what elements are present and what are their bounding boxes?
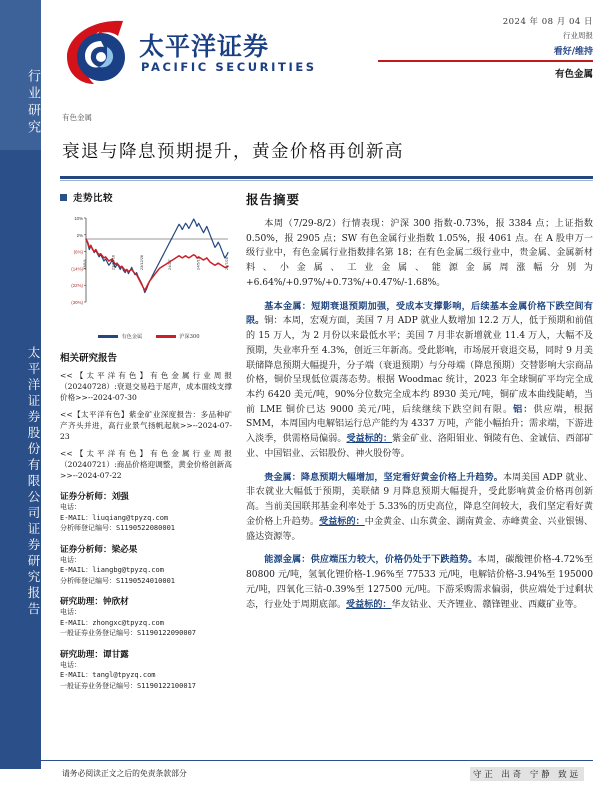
industry-name: 有色金属 — [554, 69, 593, 81]
document-header — [41, 0, 612, 104]
svg-text:24/7/28: 24/7/28 — [224, 257, 229, 271]
precious-metals-beneficiaries-label: 受益标的： — [319, 515, 365, 527]
base-metals-beneficiaries: 紫金矿业、洛阳钼业、铜陵有色、金诚信、西部矿业、中国铝业、云铝股份、神火股份等。 — [246, 434, 593, 459]
precious-metals-lead: 贵金属：降息预期大幅增加，坚定看好黄金价格上升趋势。 — [264, 471, 503, 483]
abstract-paragraph-base-metals — [246, 300, 593, 462]
related-report-item[interactable]: <<【太平洋有色】紫金矿业深度报告：多品种矿产齐头并进，高行业景气扬帆起航>>--2024-07-23 — [60, 410, 232, 441]
analyst-block — [60, 648, 232, 692]
page-title: 衰退与降息预期提升，黄金价格再创新高 — [62, 142, 404, 162]
legend-swatch-1 — [156, 335, 176, 337]
analyst-phone: 电话： — [60, 503, 81, 511]
svg-text:24/5/18: 24/5/18 — [195, 257, 201, 271]
svg-text:23/8/4: 23/8/4 — [82, 259, 87, 271]
aluminum-lead: 铝： — [513, 403, 534, 415]
energy-metals-lead: 能源金属：供应端压力较大，价格仍处于下跌趋势。 — [264, 554, 478, 566]
brand-name-cn: 太平洋证券 — [139, 32, 270, 61]
base-metals-beneficiaries-label: 受益标的： — [346, 433, 393, 445]
pacific-securities-logo-icon — [61, 17, 133, 87]
base-metals-lead: 基本金属：短期衰退预期加强，受成本支撑影响，后续基本金属价格下跌空间有限。 — [246, 300, 593, 327]
chart-section-title: 走势比较 — [73, 193, 114, 204]
legend-swatch-0 — [98, 335, 118, 337]
abstract-paragraph-energy-metals — [246, 553, 593, 612]
analyst-registration: 一般证券业务登记编号：S1190122090007 — [60, 629, 197, 637]
footer-disclaimer: 请务必阅读正文之后的免责条款部分 — [62, 769, 187, 778]
related-report-item[interactable]: <<【太平洋有色】有色金属行业周报（20240728）:衰退交易趋于尾声，成本面线支撑价格>>--2024-07-30 — [60, 371, 232, 402]
svg-text:(14%): (14%) — [71, 266, 83, 272]
rail-foot-gap — [0, 769, 41, 792]
analyst-phone: 电话： — [60, 608, 81, 616]
trend-chart-svg — [60, 210, 232, 328]
analyst-phone: 电话： — [60, 660, 81, 669]
footer-slogan: 守正 出奇 宁静 致远 — [470, 767, 584, 781]
base-metals-body: 铜：本周，宏观方面，美国 7 月 ADP 就业人数增加 12.2 万人，低于预期和前值的 15 万人，为 2 月份以来最低水平；美国 7 月非农新增就业 11.4 万人，大幅不及预期，失业率升至 4.3%，创近三年新高。受此影响，市场展开衰退交易，同时 9 月美联储降息预期大幅提升，分子端（衰退预期）与分母端（降息预期）交替影响大宗商品价格，铜价呈现低位震荡态势。根据 Woodmac 统计，2023 年全球铜矿平均完全成本约 6420 美元/吨，90%分位数完全成本约 8930 美元/吨，铜矿成本曲线陡峭，当前 LME 铜价已达 9000 美元/吨，后续继续下跌空间有限。 — [246, 316, 593, 415]
analyst-email: E-MAIL：tangl@tpyzq.com — [60, 671, 156, 679]
rail-label-industry-research: 行业研究 — [25, 68, 40, 137]
abstract-paragraph-market: 本周（7/29-8/2）行情表现：沪深 300 指数-0.73%，报 3384 点；上证指数 0.50%，报 2905 点；SW 有色金属行业指数 1.05%，报 4061 点。在 A 股申万一级行业中，有色金属行业指数排名第 18；在有色金属二级行业中，贵金属、金属新材料、小金属、工业金属、能源金属周涨幅分别为+6.64%/+0.97%/+0.73%/+0.47%/-1.68%。 — [246, 219, 593, 288]
left-rail — [0, 0, 41, 792]
analyst-block — [60, 543, 232, 587]
legend-label-0: 有色金属 — [121, 334, 143, 340]
legend-item-0 — [98, 333, 142, 340]
header-meta — [378, 15, 593, 80]
svg-text:2%: 2% — [76, 232, 83, 238]
energy-metals-body: 本周，碳酸锂价格-4.72%至 80800 元/吨，氢氧化锂价格-1.96%至 77533 元/吨，电解钴价格-3.94%至 195000 元/吨，四氧化三钴-0.39%至 127500 元/吨。下游采购需求偏弱，供应端处于过剩状态，行业处于周期底部。 — [246, 555, 593, 610]
analyst-phone: 电话： — [60, 555, 81, 564]
analyst-name: 研究助理：钟欣材 — [60, 597, 129, 607]
svg-text:(6%): (6%) — [73, 249, 83, 255]
svg-text:23/10/16: 23/10/16 — [110, 254, 116, 271]
chart-section-header — [60, 190, 232, 204]
brand-logo — [61, 17, 321, 87]
precious-metals-body: 本周美国 ADP 就业、非农就业大幅低于预期，美联储 9 月降息预期大幅提升，受此影响黄金价格再创新高。当前美国联邦基金利率处于 5.33%的历史高位，降息空间较大，我们坚定看好黄金价格上升趋势。 — [246, 472, 593, 527]
related-report-item[interactable]: <<【太平洋有色】有色金属行业周报（20240721）:商品价格迎调整，黄金价格创新高>>--2024-07-22 — [60, 449, 232, 480]
svg-text:(30%): (30%) — [71, 300, 83, 305]
analyst-block — [60, 595, 232, 639]
aluminum-body: 供应端，根据 SMM，本周国内电解铝运行总产能约为 4337 万吨，产能小幅抬升；需求端，下游进入淡季，供需格局偏弱。 — [246, 404, 593, 445]
analyst-name: 研究助理：谭甘露 — [60, 649, 129, 660]
analyst-registration: 分析师登记编号：S1190522080001 — [60, 524, 176, 532]
report-date: 2024 年 08 月 04 日 — [502, 17, 593, 27]
abstract-paragraph-precious-metals — [246, 471, 593, 545]
precious-metals-beneficiaries: 中金黄金、山东黄金、湖南黄金、赤峰黄金、兴业银锡、盛达资源等。 — [246, 516, 593, 542]
analyst-email: E-MAIL：zhongxc@tpyzq.com — [60, 618, 164, 627]
square-bullet-icon — [60, 194, 67, 201]
legend-item-1 — [156, 333, 199, 340]
title-divider-thin — [60, 180, 593, 181]
energy-metals-beneficiaries: 华友钴业、天齐锂业、赣锋锂业、西藏矿业等。 — [391, 599, 583, 610]
svg-text:24/3/7: 24/3/7 — [167, 259, 173, 271]
left-column — [60, 190, 232, 691]
analyst-registration: 一般证券业务登记编号：S1190122100017 — [60, 681, 197, 690]
analyst-email: E-MAIL：liuqiang@tpyzq.com — [60, 513, 169, 522]
chart-legend — [74, 333, 224, 340]
analyst-name: 证券分析师：刘强 — [60, 492, 129, 502]
right-column — [246, 190, 593, 621]
svg-text:23/12/26: 23/12/26 — [138, 254, 144, 271]
report-type: 行业周报 — [563, 31, 593, 40]
performance-chart — [60, 210, 232, 340]
rating-badge: 看好/维持 — [553, 47, 593, 57]
brand-name-en: PACIFIC SECURITIES — [141, 60, 317, 74]
analyst-block — [60, 490, 232, 534]
abstract-heading: 报告摘要 — [246, 192, 301, 207]
analyst-registration: 分析师登记编号：S1190524010001 — [60, 576, 176, 585]
related-reports-title: 相关研究报告 — [60, 353, 118, 364]
header-red-rule — [378, 60, 593, 62]
footer-divider — [41, 760, 593, 761]
sector-tag: 有色金属 — [62, 113, 92, 122]
energy-metals-beneficiaries-label: 受益标的： — [346, 598, 392, 610]
svg-text:10%: 10% — [74, 216, 83, 221]
analyst-name: 证券分析师：梁必果 — [60, 544, 138, 555]
rail-label-company-report: 太平洋证券股份有限公司证券研究报告 — [26, 346, 41, 618]
svg-text:(22%): (22%) — [71, 283, 83, 289]
legend-label-1: 沪深300 — [179, 334, 200, 340]
analyst-email: E-MAIL：liangbg@tpyzq.com — [60, 566, 164, 574]
